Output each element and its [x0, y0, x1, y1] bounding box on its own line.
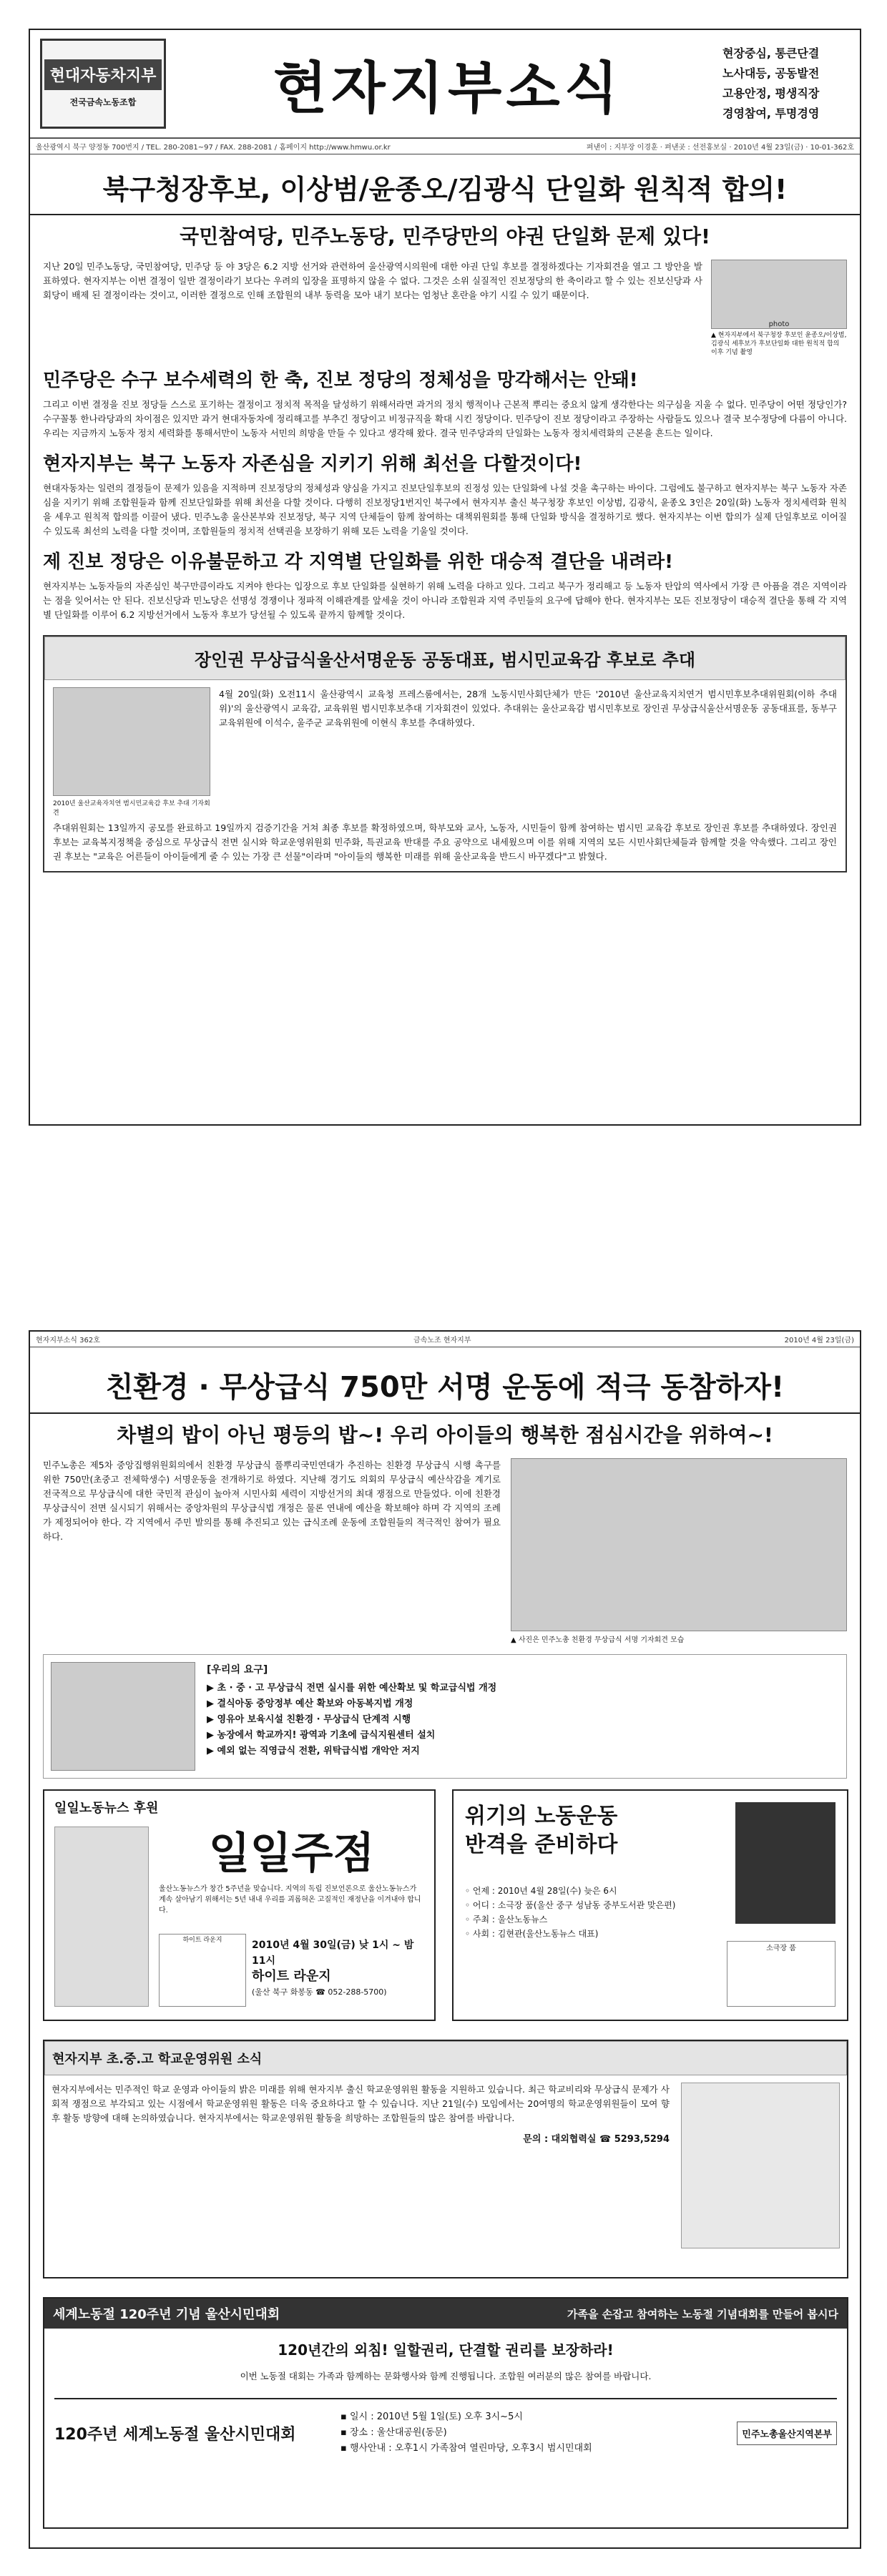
ad-title-line-2: 반격을 준비하다	[465, 1832, 618, 1857]
rally-tagline: 가족을 손잡고 참여하는 노동절 기념대회를 만들어 봅시다	[567, 2307, 838, 2321]
demand-item: ▶ 초 · 중 · 고 무상급식 전면 실시를 위한 예산확보 및 학교급식법 개정	[207, 1683, 497, 1693]
logo-line-2: 전국금속노동조합	[69, 97, 137, 107]
box-photo-caption: 2010년 울산교육자치연 범시민교육감 후보 추대 기자회견	[53, 800, 210, 817]
raised-fist-illustration	[735, 1802, 835, 1924]
ad-speaker: ◦ 사회 : 김현관(울산노동뉴스 대표)	[465, 1929, 599, 1939]
ad-date: ◦ 언제 : 2010년 4월 28일(수) 늦은 6시	[465, 1886, 617, 1896]
article-paragraph: 4월 20일(화) 오전11시 울산광역시 교육청 프레스룸에서는, 28개 노동시민사회단체가 만든 '2010년 울산교육지치연거 범시민후보추대위원회(이하 추대위)'의 울산광역시 교육감, 교육위원 범시민후보추대 기자회견이 있었다. 추대위는 울산교육감 범시민후보로 장인권 무상급식울산서명운동 공동대표를, 동부구 교육위원에 이석수, 울주군 교육위원에 이현식 후보를 추대하였다.	[219, 689, 837, 728]
article-paragraph: 그리고 이번 결정을 진보 정당들 스스로 포기하는 결정이고 정치적 목적을 달성하기 위해서라면 과거의 정치 행적이나 근본적 뿌리는 중요치 않게 생각한다는 의구심을 지울 수 없다. 민주당이 어떤 정당인가? 수구꼴통 한나라당과의 차이점은 있지만 과거 현대자동차에 정리해고를 부추긴 정당이고 비정규직을 확대 시킨 정당이다. 민주당이 진보 정당이라고 주장하는 사람들도 있으나 결국 보수정당에 다름이 아니다. 우리는 지금까지 노동자 정치 세력화를 통해서만이 노동자 서민의 희망을 만들 수 있다고 생각해 왔다. 결국 민주당과의 단일화는 노동자 정치세력화의 근본을 흔드는 일이다.	[43, 399, 847, 438]
newsletter-page-2	[29, 1330, 861, 2549]
rally-organizer: 민주노총울산지역본부	[737, 2422, 837, 2445]
school-committee-box	[43, 2040, 848, 2278]
demands-box	[43, 1654, 847, 1779]
ad-place: ◦ 어디 : 소극장 품(울산 중구 성남동 중부도서관 맞은편)	[465, 1900, 676, 1910]
ad-date: 2010년 4월 30일(금) 낮 1시 ~ 밤 11시	[252, 1940, 414, 1967]
school-lunch-photo	[51, 1662, 195, 1771]
candidates-photo: photo	[711, 260, 847, 329]
slogan: 고용안정, 평생직장	[722, 87, 820, 100]
ad-name: 일일주점	[208, 1829, 375, 1879]
union-logo	[40, 39, 166, 129]
rally-place: ▪ 장소 : 울산대공원(동문)	[340, 2427, 447, 2438]
ad-place: 하이트 라운지	[252, 1969, 331, 1984]
demands-title: [우리의 요구]	[207, 1664, 268, 1676]
rally-date: ▪ 일시 : 2010년 5월 1일(토) 오후 3시~5시	[340, 2412, 523, 2422]
ad-title-line-1: 위기의 노동운동	[465, 1804, 618, 1829]
publisher-info: 펴낸이 : 지부장 이경훈 · 펴낸곳 : 선전홍보실 · 2010년 4월 23일(금) · 10-01-362호	[586, 144, 854, 152]
logo-line-1: 현대자동차지부	[44, 59, 162, 90]
ad-host: ◦ 주최 : 울산노동뉴스	[465, 1914, 548, 1924]
map-label: 하이트 라운지	[182, 1937, 222, 1944]
article-paragraph: 민주노총은 제5차 중앙집행위원회의에서 친환경 무상급식 풀뿌리국민연대가 추진하는 친환경 무상급식 시행 촉구를 위한 750만(초중고 전체학생수) 서명운동을 전개하기로 하였다. 지난해 경기도 의회의 무상급식 예산삭감을 계기로 전국적으로 무상급식에 대한 국민적 관심이 높아져 시민사회 세력이 지방선거의 최대 쟁점으로 만들었다. 이에 친환경 무상급식이 전면 실시되기 위해서는 중앙차원의 무상급식법 개정은 물론 연내에 예산을 확보해야 하며 각 지역의 조례가 제정되어야 한다. 각 지역에서 주민 발의를 통해 추진되고 있는 급식조례 운동에 조합원들의 적극적인 참여가 필요하다.	[43, 1460, 501, 1542]
demand-item: ▶ 영유아 보육시설 친환경 · 무상급식 단계적 시행	[207, 1714, 411, 1725]
photo-caption: ▲ 사진은 민주노총 친환경 무상급식 서명 기자회견 모습	[511, 1636, 685, 1644]
page-header	[30, 1332, 860, 1347]
article-paragraph: 현대자동차는 일련의 결정들이 문제가 있음을 지적하며 진보정당의 정체성과 양심을 가지고 진보단일후보의 진정성 있는 단일화에 나설 것을 촉구하는 바이다. 그럼에도 불구하고 현자지부는 북구 노동자 자존심을 지키기 위해 조합원들과 함께 진보단일화를 위해 최선을 다할 것이다. 다행히 진보정당1번지인 북구에서 현자지부 출신 북구청장 후보인 이상범, 김광식, 윤종오 3인은 20일(화) 노동자 정치세력화 원칙을 세우고 원칙적 합의를 이끌어 냈다. 민주노총 울산본부와 진보정당, 북구 지역 단체들이 함께 참여하는 대책위원회를 통해 단일화 방식을 결정하기로 했다. 현자지부는 이번 합의가 실제 단일후보로 이어질 수 있도록 최선의 노력을 다할 것이며, 조합원들의 정치적 선택권을 보장하기 위해 모든 노력을 기울일 것이다.	[43, 483, 847, 536]
venue-map	[159, 1934, 246, 2007]
ad-sponsor: 일일노동뉴스 후원	[54, 1801, 159, 1816]
map-label: 소극장 품	[766, 1945, 796, 1952]
slogan: 노사대등, 공동발전	[722, 67, 820, 80]
headline: 북구청장후보, 이상범/윤종오/김광식 단일화 원칙적 합의!	[102, 174, 788, 205]
subheadline: 차별의 밥이 아닌 평등의 밥~! 우리 아이들의 행복한 점심시간을 위하여~!	[117, 1423, 773, 1447]
campaign-photo	[511, 1458, 847, 1631]
rally-extra: ▪ 행사안내 : 오후1시 가족참여 열린마당, 오후3시 범시민대회	[340, 2443, 592, 2454]
rally-headline: 120년간의 외침! 일할권리, 단결할 권리를 보장하라!	[278, 2341, 614, 2359]
address-info: 울산광역시 북구 양정동 700번지 / TEL. 280-2081~97 / FAX. 288-2081 / 홈페이지 http://www.hmwu.or.kr	[36, 144, 391, 152]
newsletter-title: 현자지부소식	[273, 56, 623, 121]
beer-glass-illustration	[54, 1827, 149, 2007]
ad-description: 울산노동뉴스가 창간 5주년을 맞습니다. 지역의 독립 진보언론으로 울산노동뉴스가 계속 살아남기 위해서는 5년 내내 우리를 괴롭혀온 고질적인 재정난을 이겨내야 합니다.	[159, 1885, 421, 1914]
issue-date: 2010년 4월 23일(금)	[784, 1337, 854, 1344]
demand-item: ▶ 농장에서 학교까지! 광역과 기초에 급식지원센터 설치	[207, 1730, 436, 1741]
article-paragraph: 지난 20일 민주노동당, 국민참여당, 민주당 등 야 3당은 6.2 지방 선거와 관련하여 울산광역시의원에 대한 야권 단일 후보를 결정하겠다는 기자회견을 열고 그 방안을 발표하였다. 현자지부는 이번 결정이 일반 결정이라기 보다는 우려의 입장을 표명하지 않을 수 없다. 그것은 소위 실질적인 진보정당의 한 축이라고 할 수 있는 진보신당과 사회당이 배제 된 결정이라는 것이고, 이러한 결정으로 인해 조합원의 내부 동력을 모아 내기 보다는 엄청난 혼란을 야기 시킬 수 있기 때문이다.	[43, 261, 702, 300]
subheadline: 국민참여당, 민주노동당, 민주당만의 야권 단일화 문제 있다!	[180, 225, 710, 248]
pub-night-ad	[43, 1789, 436, 2021]
demand-item: ▶ 예외 없는 직영급식 전환, 위탁급식법 개악안 저지	[207, 1746, 420, 1756]
info-strip	[30, 138, 860, 154]
slogan: 경영참여, 투명경영	[722, 107, 820, 120]
section-heading: 제 진보 정당은 이유불문하고 각 지역별 단일화를 위한 대승적 결단을 내려라!	[43, 551, 673, 573]
box-title: 현자지부 초.중.고 학교운영위원 소식	[44, 2041, 847, 2075]
may-day-rally-box	[43, 2297, 848, 2529]
section-heading: 민주당은 수구 보수세력의 한 축, 진보 정당의 정체성을 망각해서는 안돼!	[43, 370, 638, 391]
union-name: 금속노조 현자지부	[413, 1337, 471, 1344]
venue-map	[727, 1941, 835, 2007]
newsletter-page-1	[29, 29, 861, 1126]
slogan: 현장중심, 통큰단결	[722, 46, 820, 60]
contact-info: 문의 : 대외협력실 ☎ 5293,5294	[523, 2134, 670, 2145]
rally-label: 세계노동절 120주년 기념 울산시민대회	[53, 2307, 280, 2322]
masthead	[30, 30, 860, 138]
article-paragraph: 추대위원회는 13일까지 공모를 완료하고 19일까지 검증기간을 거쳐 최종 후보를 확정하였으며, 학부모와 교사, 노동자, 시민들이 함께 참여하는 범시민 교육감 후보로 장인권 후보를 추대하였다. 장인권 후보는 교육복지정책을 중심으로 무상급식 전면 실시와 학교운영위원회 민주화, 특권교육 반대를 주요 공약으로 내세웠으며 이를 위해 지역의 모든 시민사회단체들과 함께할 것을 약속했다. 그리고 장인권 후보는 "교육은 어른들이 아이들에게 줄 수 있는 가장 큰 선물"이라며 "아이들의 행복한 미래를 위해 울산교육을 반드시 바꾸겠다"고 밝혔다.	[53, 822, 837, 862]
rally-title: 120주년 세계노동절 울산시민대회	[54, 2425, 296, 2444]
school-building-illustration	[681, 2083, 840, 2248]
education-article-box	[43, 635, 847, 872]
photo-caption: ▲ 현자지부에서 북구청장 후보인 윤종오/이상범, 김광식 세후보가 후보단일화 대한 원칙적 합의 이후 기념 촬영	[711, 332, 847, 356]
article-paragraph: 현자지부는 노동자들의 자존심인 북구만큼이라도 지켜야 한다는 입장으로 후보 단일화를 실현하기 위해 노력을 다하고 있다. 그리고 북구가 정리해고 등 노동자 탄압의 역사에서 가장 큰 아픔을 겪은 지역이라는 점을 잊어서는 안 된다. 진보신당과 민노당은 선명성 경쟁이나 정파적 이해관계를 앞세울 것이 아니라 조합원과 지역 주민들의 요구에 답해야 한다. 현자지부는 모든 진보정당이 대승적 결단을 통해 각 지역별 단일화를 이루어 6.2 지방선거에서 노동자 후보가 당선될 수 있도록 끝까지 함께할 것이다.	[43, 581, 847, 620]
article-paragraph: 현자지부에서는 민주적인 학교 운영과 아이들의 밝은 미래를 위해 현자지부 출신 학교운영위원 활동을 지원하고 있습니다. 최근 학교비리와 무상급식 문제가 사회적 쟁점으로 부각되고 있는 시점에서 학교운영위원 활동은 더욱 중요하다고 할 수 있습니다. 지난 21일(수) 모임에서는 20여명의 학교운영위원들이 모여 향후 활동 방향에 대해 논의하였습니다. 현자지부에서는 학교운영위원 활동을 희망하는 조합원들의 많은 참여를 바랍니다.	[52, 2084, 670, 2123]
demand-item: ▶ 결식아동 중앙정부 예산 확보와 아동복지법 개정	[207, 1699, 413, 1709]
labor-lecture-ad	[452, 1789, 848, 2021]
slogan-list	[722, 44, 860, 124]
press-conference-photo	[53, 687, 210, 796]
rally-description: 이번 노동절 대회는 가족과 함께하는 문화행사와 함께 진행됩니다. 조합원 여러분의 많은 참여를 바랍니다.	[240, 2371, 652, 2381]
issue-number: 현자지부소식 362호	[36, 1337, 100, 1344]
box-title: 장인권 무상급식울산서명운동 공동대표, 범시민교육감 후보로 추대	[44, 636, 846, 680]
section-heading: 현자지부는 북구 노동자 자존심을 지키기 위해 최선을 다할것이다!	[43, 453, 582, 475]
headline: 친환경 · 무상급식 750만 서명 운동에 적극 동참하자!	[105, 1371, 785, 1404]
ad-contact: (울산 북구 화봉동 ☎ 052-288-5700)	[252, 1987, 387, 1997]
